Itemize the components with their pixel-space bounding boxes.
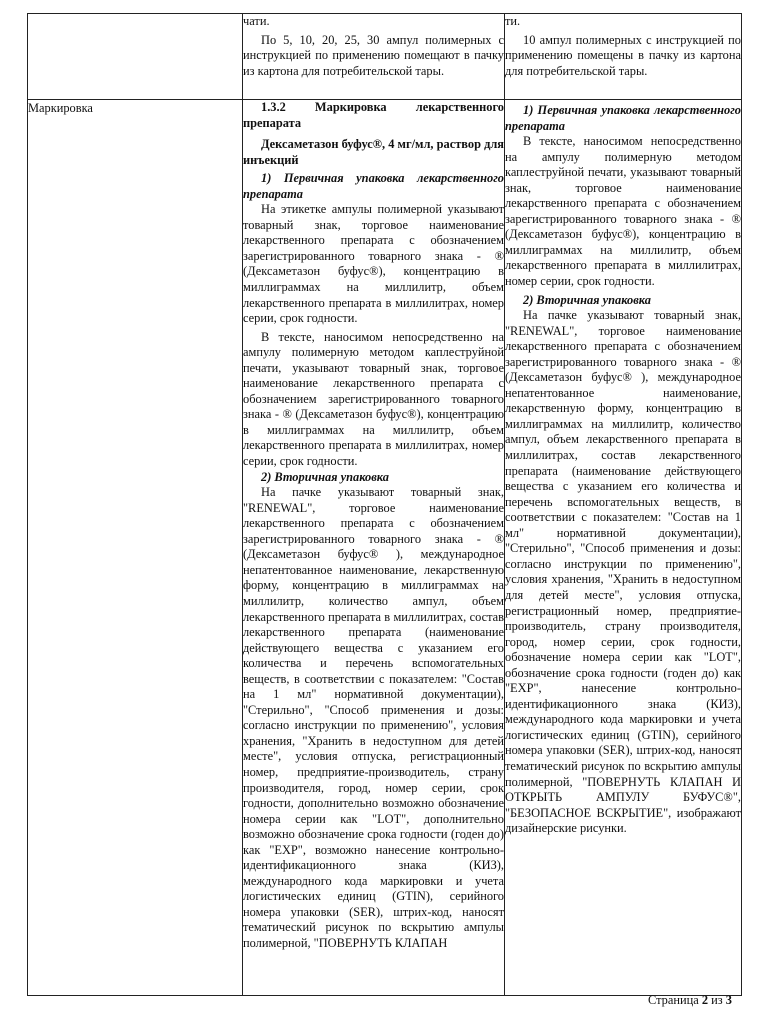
product-heading: Дексаметазон буфус®, 4 мг/мл, раствор для инъекций <box>243 137 504 167</box>
secondary-packaging-heading: 2) Вторичная упаковка <box>523 292 651 307</box>
row-label-empty <box>28 14 243 100</box>
row-label-marking: Маркировка <box>28 101 93 115</box>
packaging-cell-proposed <box>505 14 742 100</box>
section-heading: 1.3.2 Маркировка лекарственного препарата <box>243 100 504 130</box>
primary-label-paragraph: На этикетке ампулы полимерной указывают товарный знак, торговое наименование лекарственного препарата с обозначением зарегистрированного товарного знака - ® (Дексаметазон буфус®), концентрацию в миллиграммах на миллилитр, объем лекарственного препарата в миллилитрах, номер серии, срок годности. <box>243 202 504 326</box>
secondary-packaging-heading: 2) Вторичная упаковка <box>261 469 389 484</box>
row-label-cell <box>28 100 243 996</box>
primary-print-paragraph: В тексте, наносимом непосредственно на ампулу полимерную методом каплеструйной печати, указывают товарный знак, торговое наименование лекарственного препарата с обозначением зарегистрированного товарного знака - ® (Дексаметазон буфус®), концентрацию в миллиграммах на миллилитр, объем лекарственного препарата в миллилитрах, номер серии, срок годности. <box>243 329 504 469</box>
marking-cell-proposed <box>505 100 742 996</box>
packaging-paragraph: 10 ампул полимерных с инструкцией по применению помещены в пачку из картона для потребительской тары. <box>505 32 741 78</box>
page-prefix: Страница <box>647 993 699 1007</box>
primary-packaging-heading: 1) Первичная упаковка лекарственного препарата <box>243 171 504 201</box>
packaging-tail-text: ти. <box>505 14 521 28</box>
secondary-packaging-paragraph: На пачке указывают товарный знак, "RENEWAL", торговое наименование лекарственного препарата с обозначением зарегистрированного товарного знака - ® (Дексаметазон буфус® ), международное непатентованное наименование, лекарственную форму, концентрацию в миллиграммах на миллилитр, количество ампул, объем лекарственного препарата в миллилитрах, состав лекарственного препарата (наименование действующего вещества с указанием его количества и перечень вспомогательных веществ, в соответствии с показателем: "Состав на 1 мл" нормативной документации), "Стерильно", "Способ применения и дозы: согласно инструкции по применению", условия хранения, "Хранить в недоступном для детей месте", условия отпуска, регистрационный номер, предприятие-производитель, страну производителя, город, номер серии, срок годности, обозначение номера серии как "LOT", обозначение срока годности (годен до) как "EXP", нанесение контрольно-идентификационного знака (КИЗ), международного кода маркировки и учета логистических единиц (GTIN), серийного номера упаковки (SER), штрих-код, наносят тематический рисунок по вскрытию ампулы полимерной, "ПОВЕРНУТЬ КЛАПАН И ОТКРЫТЬ АМПУЛУ БУФУС®", "БЕЗОПАСНОЕ ВСКРЫТИЕ", изображают дизайнерские рисунки. <box>505 308 741 836</box>
total-pages-number: 3 <box>725 993 732 1007</box>
packaging-paragraph: По 5, 10, 20, 25, 30 ампул полимерных с инструкцией по применению помещают в пачку из картона для потребительской тары. <box>243 32 504 78</box>
packaging-cell-current <box>243 14 505 100</box>
document-table <box>27 13 742 996</box>
table-row-marking <box>28 100 742 996</box>
page-of-text: из <box>711 993 723 1007</box>
marking-cell-current <box>243 100 505 996</box>
primary-print-paragraph: В тексте, наносимом непосредственно на ампулу полимерную методом каплеструйной печати, указывают товарный знак, торговое наименование лекарственного препарата с обозначением зарегистрированного товарного знака - ® (Дексаметазон буфус®), концентрацию в миллиграммах на миллилитр, объем лекарственного препарата в миллилитрах, номер серии, срок годности. <box>505 134 741 289</box>
current-page-number: 2 <box>701 993 709 1007</box>
table-row-packaging <box>28 14 742 100</box>
packaging-tail-text: чати. <box>243 14 270 28</box>
page-number-footer <box>648 993 732 1008</box>
secondary-packaging-paragraph: На пачке указывают товарный знак, "RENEWAL", торговое наименование лекарственного препарата с обозначением зарегистрированного товарного знака - ® (Дексаметазон буфус® ), международное непатентованное наименование, лекарственную форму, концентрацию в миллиграммах на миллилитр, количество ампул, объем лекарственного препарата в миллилитрах, состав лекарственного препарата (наименование действующего вещества с указанием его количества и перечень вспомогательных веществ, в соответствии с показателем: "Состав на 1 мл" нормативной документации), "Стерильно", "Способ применения и дозы: согласно инструкции по применению", условия хранения, "Хранить в недоступном для детей месте", условия отпуска, регистрационный номер, предприятие-производитель, страну производителя, город, номер серии, срок годности, дополнительно возможно обозначение номера серии как "LOT", дополнительно возможно обозначение срока годности (годен до) как "EXP", возможно нанесение контрольно-идентификационного знака (КИЗ), международного кода маркировки и учета логистических единиц (GTIN), серийного номера упаковки (SER), штрих-код, наносят тематический рисунок по вскрытию ампулы полимерной, "ПОВЕРНУТЬ КЛАПАН <box>243 485 504 950</box>
primary-packaging-heading: 1) Первичная упаковка лекарственного препарата <box>505 103 741 133</box>
